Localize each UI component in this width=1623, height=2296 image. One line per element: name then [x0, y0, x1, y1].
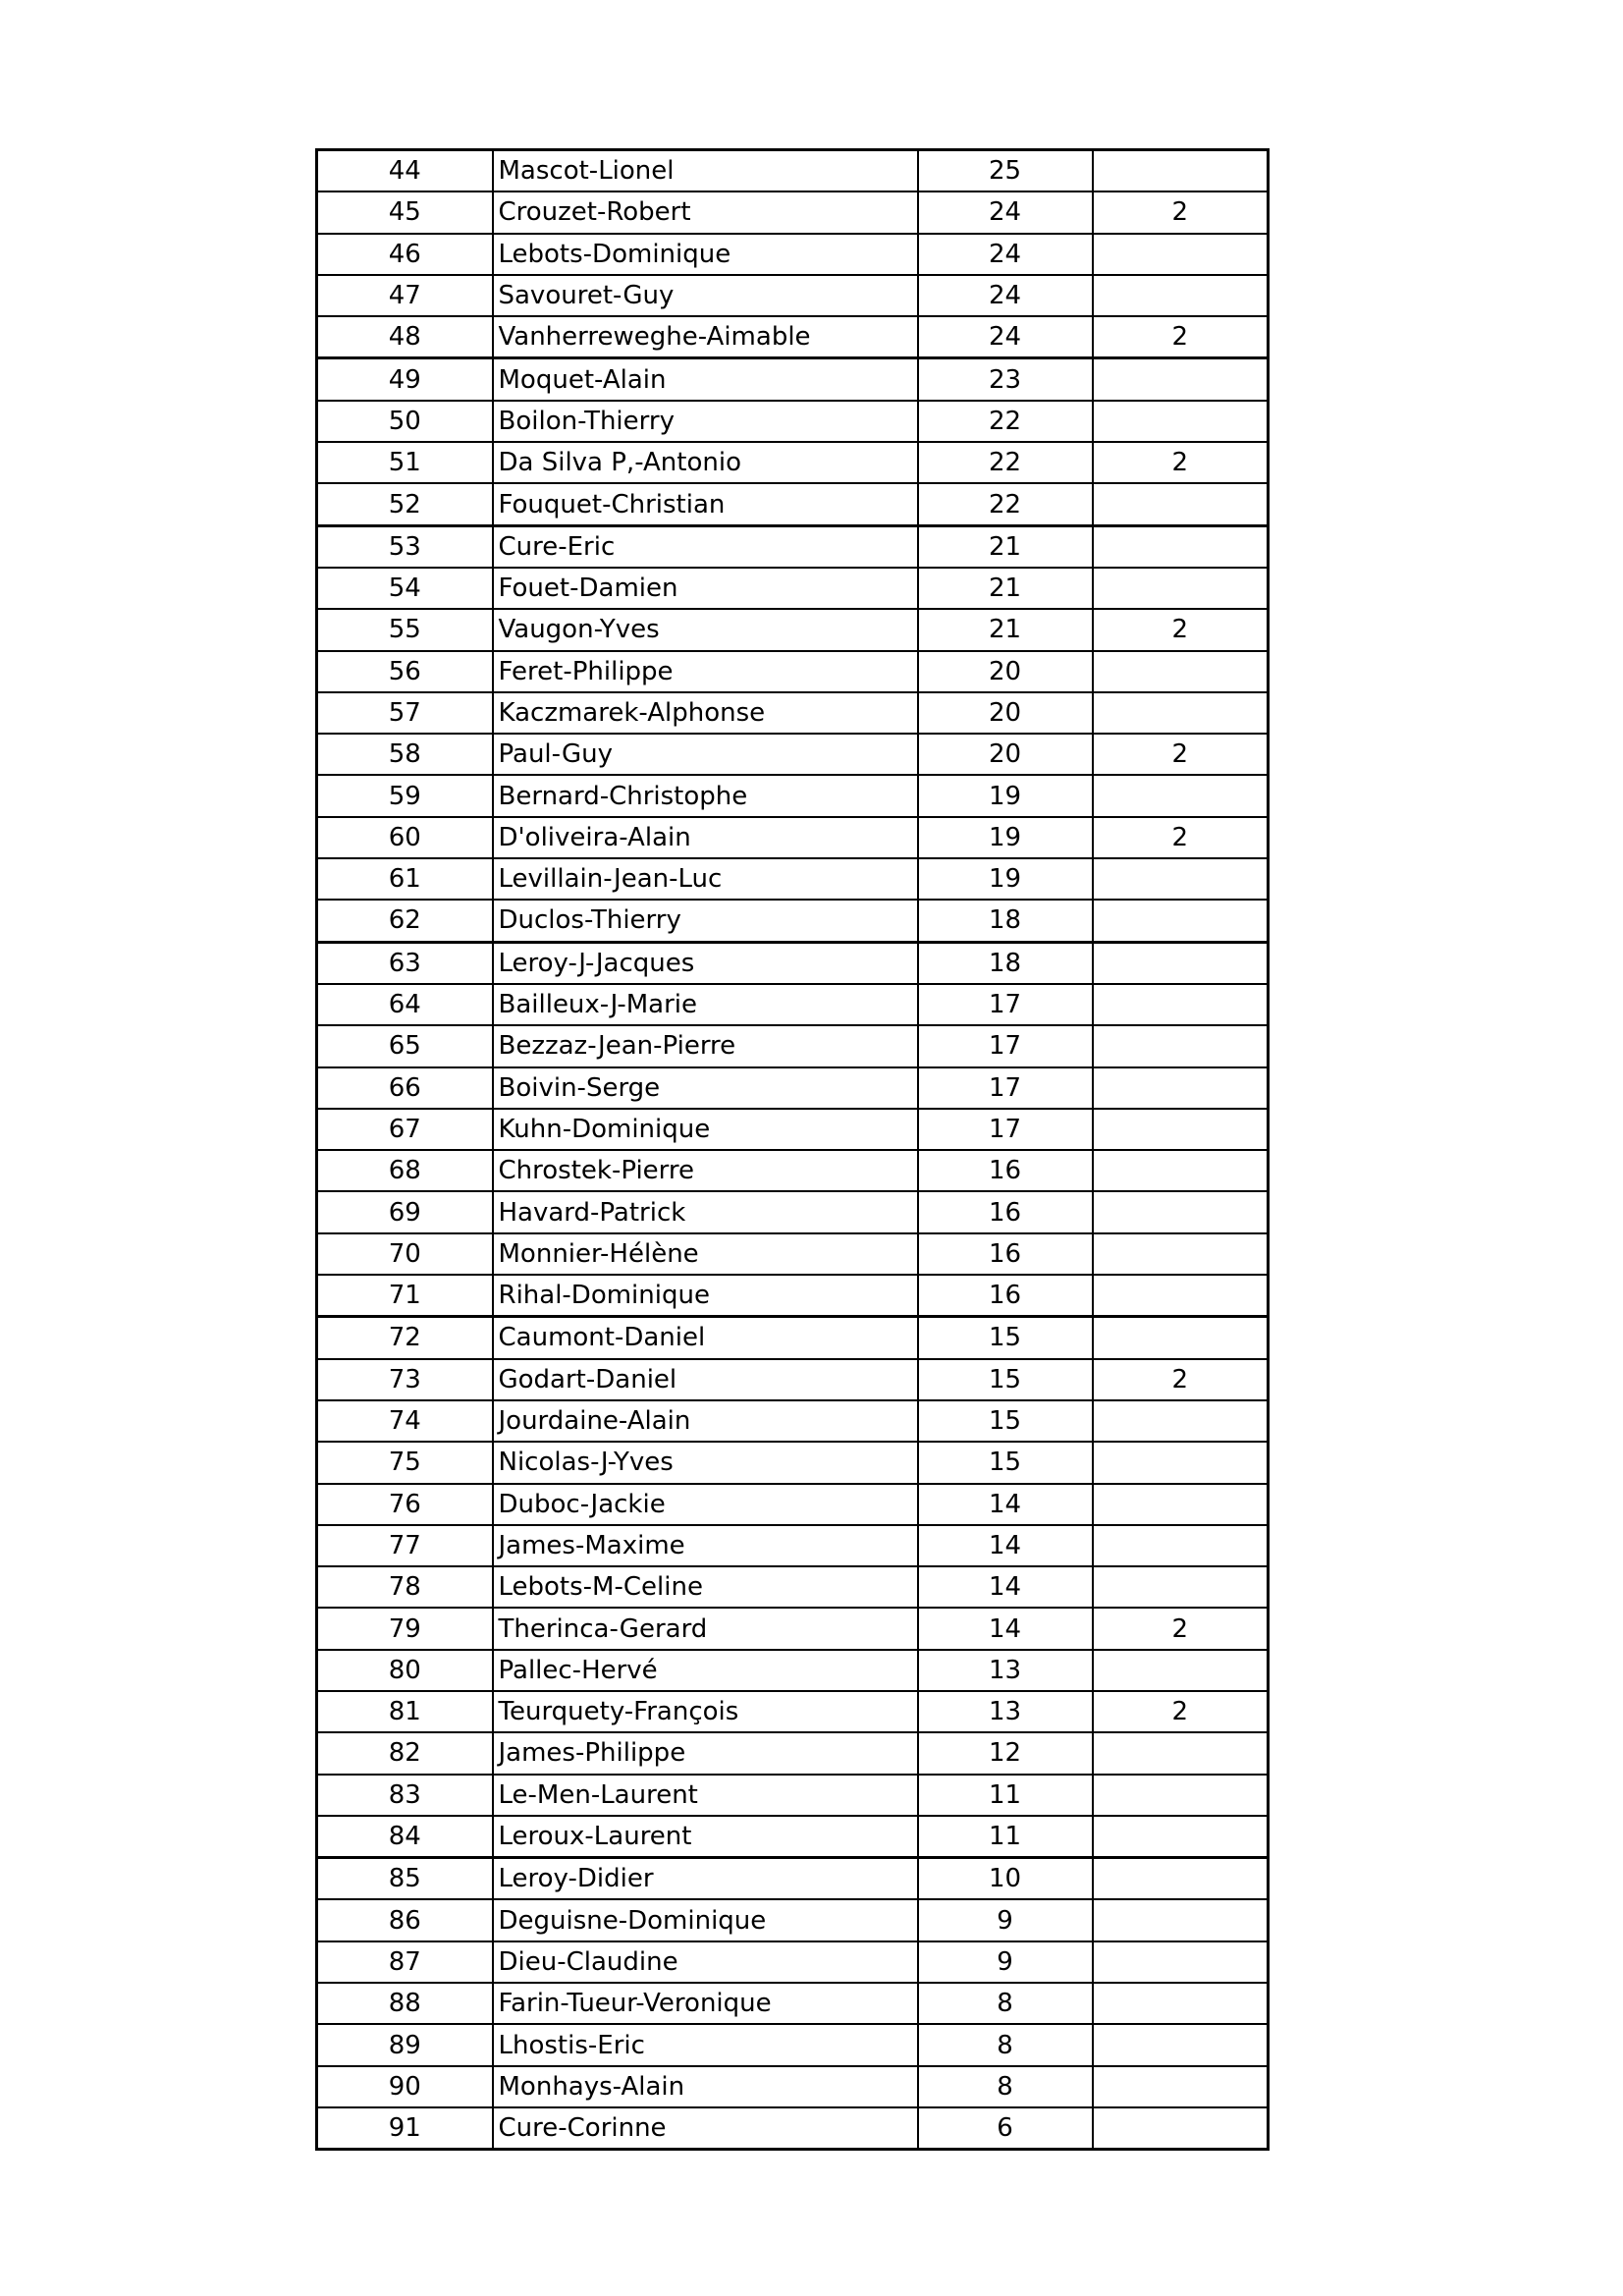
points-cell: 8	[918, 1983, 1093, 2024]
points-cell: 16	[918, 1233, 1093, 1275]
table-row	[317, 1816, 1269, 1858]
extra-cell	[1093, 1067, 1269, 1109]
table-row	[317, 483, 1269, 525]
extra-cell: 2	[1093, 1691, 1269, 1732]
extra-cell	[1093, 984, 1269, 1025]
name-cell: Paul-Guy	[493, 734, 918, 775]
rank-cell: 50	[317, 401, 493, 442]
rank-cell: 54	[317, 568, 493, 609]
points-cell: 25	[918, 150, 1093, 192]
table-row	[317, 2107, 1269, 2150]
points-cell: 17	[918, 984, 1093, 1025]
table-row	[317, 1525, 1269, 1566]
extra-cell	[1093, 1983, 1269, 2024]
extra-cell	[1093, 358, 1269, 401]
extra-cell	[1093, 1191, 1269, 1232]
rank-cell: 68	[317, 1150, 493, 1191]
table-row	[317, 1400, 1269, 1442]
points-cell: 13	[918, 1691, 1093, 1732]
extra-cell	[1093, 692, 1269, 734]
table-row	[317, 1775, 1269, 1816]
points-cell: 17	[918, 1025, 1093, 1066]
points-cell: 15	[918, 1442, 1093, 1483]
points-cell: 24	[918, 275, 1093, 316]
extra-cell	[1093, 900, 1269, 942]
name-cell: Levillain-Jean-Luc	[493, 858, 918, 900]
extra-cell	[1093, 1275, 1269, 1317]
name-cell: Kuhn-Dominique	[493, 1109, 918, 1150]
table-row	[317, 234, 1269, 275]
extra-cell	[1093, 1858, 1269, 1900]
table-row	[317, 1233, 1269, 1275]
name-cell: Moquet-Alain	[493, 358, 918, 401]
points-cell: 14	[918, 1484, 1093, 1525]
name-cell: Boivin-Serge	[493, 1067, 918, 1109]
rank-cell: 61	[317, 858, 493, 900]
table-row	[317, 734, 1269, 775]
points-cell: 11	[918, 1816, 1093, 1858]
points-cell: 8	[918, 2024, 1093, 2065]
table-row	[317, 275, 1269, 316]
table-row	[317, 1941, 1269, 1983]
points-cell: 14	[918, 1608, 1093, 1649]
points-cell: 15	[918, 1317, 1093, 1359]
name-cell: Chrostek-Pierre	[493, 1150, 918, 1191]
rank-cell: 69	[317, 1191, 493, 1232]
points-cell: 22	[918, 483, 1093, 525]
name-cell: Crouzet-Robert	[493, 191, 918, 233]
extra-cell	[1093, 1816, 1269, 1858]
rank-cell: 72	[317, 1317, 493, 1359]
name-cell: Cure-Corinne	[493, 2107, 918, 2150]
points-cell: 24	[918, 234, 1093, 275]
rank-cell: 67	[317, 1109, 493, 1150]
name-cell: Lebots-M-Celine	[493, 1566, 918, 1608]
rank-cell: 65	[317, 1025, 493, 1066]
name-cell: Cure-Eric	[493, 525, 918, 568]
table-row	[317, 1608, 1269, 1649]
rank-cell: 51	[317, 442, 493, 483]
rank-cell: 91	[317, 2107, 493, 2150]
name-cell: Godart-Daniel	[493, 1359, 918, 1400]
extra-cell: 2	[1093, 734, 1269, 775]
name-cell: Therinca-Gerard	[493, 1608, 918, 1649]
name-cell: Farin-Tueur-Veronique	[493, 1983, 918, 2024]
name-cell: James-Philippe	[493, 1732, 918, 1774]
table-row	[317, 442, 1269, 483]
table-row	[317, 401, 1269, 442]
table-row	[317, 1150, 1269, 1191]
name-cell: Lhostis-Eric	[493, 2024, 918, 2065]
extra-cell: 2	[1093, 191, 1269, 233]
extra-cell	[1093, 1566, 1269, 1608]
points-cell: 20	[918, 734, 1093, 775]
ranking-sheet	[315, 148, 1267, 2151]
table-row	[317, 1109, 1269, 1150]
extra-cell: 2	[1093, 442, 1269, 483]
points-cell: 15	[918, 1359, 1093, 1400]
extra-cell	[1093, 1775, 1269, 1816]
name-cell: Fouquet-Christian	[493, 483, 918, 525]
rank-cell: 71	[317, 1275, 493, 1317]
points-cell: 24	[918, 316, 1093, 358]
table-row	[317, 150, 1269, 192]
points-cell: 21	[918, 525, 1093, 568]
points-cell: 18	[918, 942, 1093, 984]
name-cell: Dieu-Claudine	[493, 1941, 918, 1983]
rank-cell: 90	[317, 2066, 493, 2107]
rank-cell: 80	[317, 1650, 493, 1691]
extra-cell	[1093, 1442, 1269, 1483]
name-cell: Vaugon-Yves	[493, 609, 918, 650]
table-row	[317, 1067, 1269, 1109]
extra-cell	[1093, 1941, 1269, 1983]
extra-cell	[1093, 2024, 1269, 2065]
table-row	[317, 1191, 1269, 1232]
table-row	[317, 1732, 1269, 1774]
extra-cell	[1093, 568, 1269, 609]
rank-cell: 77	[317, 1525, 493, 1566]
table-row	[317, 1484, 1269, 1525]
extra-cell	[1093, 1025, 1269, 1066]
extra-cell	[1093, 1525, 1269, 1566]
table-row	[317, 984, 1269, 1025]
extra-cell	[1093, 1484, 1269, 1525]
name-cell: James-Maxime	[493, 1525, 918, 1566]
table-row	[317, 316, 1269, 358]
points-cell: 17	[918, 1109, 1093, 1150]
name-cell: Monnier-Hélène	[493, 1233, 918, 1275]
extra-cell	[1093, 234, 1269, 275]
rank-cell: 83	[317, 1775, 493, 1816]
rank-cell: 89	[317, 2024, 493, 2065]
extra-cell	[1093, 1400, 1269, 1442]
rank-cell: 45	[317, 191, 493, 233]
rank-cell: 44	[317, 150, 493, 192]
table-row	[317, 2024, 1269, 2065]
extra-cell: 2	[1093, 316, 1269, 358]
table-row	[317, 1442, 1269, 1483]
rank-cell: 47	[317, 275, 493, 316]
table-row	[317, 1025, 1269, 1066]
table-row	[317, 1566, 1269, 1608]
table-row	[317, 1691, 1269, 1732]
rank-cell: 53	[317, 525, 493, 568]
table-row	[317, 609, 1269, 650]
points-cell: 20	[918, 692, 1093, 734]
extra-cell	[1093, 1732, 1269, 1774]
rank-cell: 78	[317, 1566, 493, 1608]
name-cell: Duboc-Jackie	[493, 1484, 918, 1525]
table-row	[317, 1650, 1269, 1691]
extra-cell: 2	[1093, 817, 1269, 858]
extra-cell	[1093, 1150, 1269, 1191]
name-cell: Leroy-J-Jacques	[493, 942, 918, 984]
extra-cell	[1093, 275, 1269, 316]
points-cell: 21	[918, 609, 1093, 650]
name-cell: Kaczmarek-Alphonse	[493, 692, 918, 734]
table-row	[317, 1359, 1269, 1400]
table-row	[317, 568, 1269, 609]
table-row	[317, 358, 1269, 401]
extra-cell	[1093, 483, 1269, 525]
table-row	[317, 1858, 1269, 1900]
rank-cell: 74	[317, 1400, 493, 1442]
points-cell: 16	[918, 1275, 1093, 1317]
rank-cell: 64	[317, 984, 493, 1025]
rank-cell: 62	[317, 900, 493, 942]
points-cell: 22	[918, 401, 1093, 442]
rank-cell: 56	[317, 651, 493, 692]
points-cell: 13	[918, 1650, 1093, 1691]
name-cell: Le-Men-Laurent	[493, 1775, 918, 1816]
extra-cell	[1093, 525, 1269, 568]
rank-cell: 70	[317, 1233, 493, 1275]
table-row	[317, 1983, 1269, 2024]
table-row	[317, 651, 1269, 692]
ranking-table-body	[317, 150, 1269, 2150]
points-cell: 17	[918, 1067, 1093, 1109]
rank-cell: 87	[317, 1941, 493, 1983]
name-cell: Mascot-Lionel	[493, 150, 918, 192]
name-cell: Bailleux-J-Marie	[493, 984, 918, 1025]
rank-cell: 60	[317, 817, 493, 858]
extra-cell	[1093, 942, 1269, 984]
rank-cell: 55	[317, 609, 493, 650]
rank-cell: 76	[317, 1484, 493, 1525]
extra-cell	[1093, 2066, 1269, 2107]
extra-cell	[1093, 775, 1269, 816]
points-cell: 14	[918, 1525, 1093, 1566]
points-cell: 11	[918, 1775, 1093, 1816]
points-cell: 6	[918, 2107, 1093, 2150]
points-cell: 16	[918, 1150, 1093, 1191]
name-cell: Bezzaz-Jean-Pierre	[493, 1025, 918, 1066]
name-cell: Boilon-Thierry	[493, 401, 918, 442]
extra-cell	[1093, 150, 1269, 192]
name-cell: Vanherreweghe-Aimable	[493, 316, 918, 358]
name-cell: Leroy-Didier	[493, 1858, 918, 1900]
points-cell: 23	[918, 358, 1093, 401]
extra-cell	[1093, 858, 1269, 900]
table-row	[317, 900, 1269, 942]
name-cell: Deguisne-Dominique	[493, 1899, 918, 1941]
name-cell: D'oliveira-Alain	[493, 817, 918, 858]
name-cell: Nicolas-J-Yves	[493, 1442, 918, 1483]
points-cell: 22	[918, 442, 1093, 483]
points-cell: 10	[918, 1858, 1093, 1900]
name-cell: Da Silva P,-Antonio	[493, 442, 918, 483]
points-cell: 19	[918, 858, 1093, 900]
rank-cell: 79	[317, 1608, 493, 1649]
rank-cell: 49	[317, 358, 493, 401]
table-row	[317, 817, 1269, 858]
table-row	[317, 525, 1269, 568]
points-cell: 15	[918, 1400, 1093, 1442]
ranking-table	[315, 148, 1270, 2151]
name-cell: Teurquety-François	[493, 1691, 918, 1732]
rank-cell: 59	[317, 775, 493, 816]
name-cell: Pallec-Hervé	[493, 1650, 918, 1691]
rank-cell: 86	[317, 1899, 493, 1941]
name-cell: Feret-Philippe	[493, 651, 918, 692]
extra-cell	[1093, 1233, 1269, 1275]
points-cell: 19	[918, 817, 1093, 858]
rank-cell: 88	[317, 1983, 493, 2024]
rank-cell: 52	[317, 483, 493, 525]
rank-cell: 46	[317, 234, 493, 275]
points-cell: 20	[918, 651, 1093, 692]
rank-cell: 58	[317, 734, 493, 775]
name-cell: Savouret-Guy	[493, 275, 918, 316]
rank-cell: 84	[317, 1816, 493, 1858]
name-cell: Caumont-Daniel	[493, 1317, 918, 1359]
points-cell: 16	[918, 1191, 1093, 1232]
table-row	[317, 692, 1269, 734]
extra-cell	[1093, 1899, 1269, 1941]
points-cell: 24	[918, 191, 1093, 233]
extra-cell	[1093, 2107, 1269, 2150]
points-cell: 8	[918, 2066, 1093, 2107]
rank-cell: 66	[317, 1067, 493, 1109]
table-row	[317, 942, 1269, 984]
rank-cell: 81	[317, 1691, 493, 1732]
rank-cell: 63	[317, 942, 493, 984]
extra-cell	[1093, 401, 1269, 442]
name-cell: Leroux-Laurent	[493, 1816, 918, 1858]
rank-cell: 85	[317, 1858, 493, 1900]
rank-cell: 57	[317, 692, 493, 734]
extra-cell	[1093, 651, 1269, 692]
extra-cell	[1093, 1317, 1269, 1359]
rank-cell: 75	[317, 1442, 493, 1483]
table-row	[317, 1899, 1269, 1941]
rank-cell: 82	[317, 1732, 493, 1774]
extra-cell: 2	[1093, 609, 1269, 650]
name-cell: Rihal-Dominique	[493, 1275, 918, 1317]
name-cell: Bernard-Christophe	[493, 775, 918, 816]
name-cell: Jourdaine-Alain	[493, 1400, 918, 1442]
name-cell: Havard-Patrick	[493, 1191, 918, 1232]
name-cell: Monhays-Alain	[493, 2066, 918, 2107]
points-cell: 19	[918, 775, 1093, 816]
extra-cell	[1093, 1650, 1269, 1691]
rank-cell: 73	[317, 1359, 493, 1400]
points-cell: 21	[918, 568, 1093, 609]
table-row	[317, 191, 1269, 233]
name-cell: Duclos-Thierry	[493, 900, 918, 942]
table-row	[317, 1275, 1269, 1317]
name-cell: Fouet-Damien	[493, 568, 918, 609]
points-cell: 18	[918, 900, 1093, 942]
extra-cell: 2	[1093, 1608, 1269, 1649]
points-cell: 14	[918, 1566, 1093, 1608]
table-row	[317, 2066, 1269, 2107]
extra-cell	[1093, 1109, 1269, 1150]
table-row	[317, 858, 1269, 900]
points-cell: 9	[918, 1941, 1093, 1983]
rank-cell: 48	[317, 316, 493, 358]
points-cell: 12	[918, 1732, 1093, 1774]
table-row	[317, 775, 1269, 816]
points-cell: 9	[918, 1899, 1093, 1941]
name-cell: Lebots-Dominique	[493, 234, 918, 275]
extra-cell: 2	[1093, 1359, 1269, 1400]
table-row	[317, 1317, 1269, 1359]
